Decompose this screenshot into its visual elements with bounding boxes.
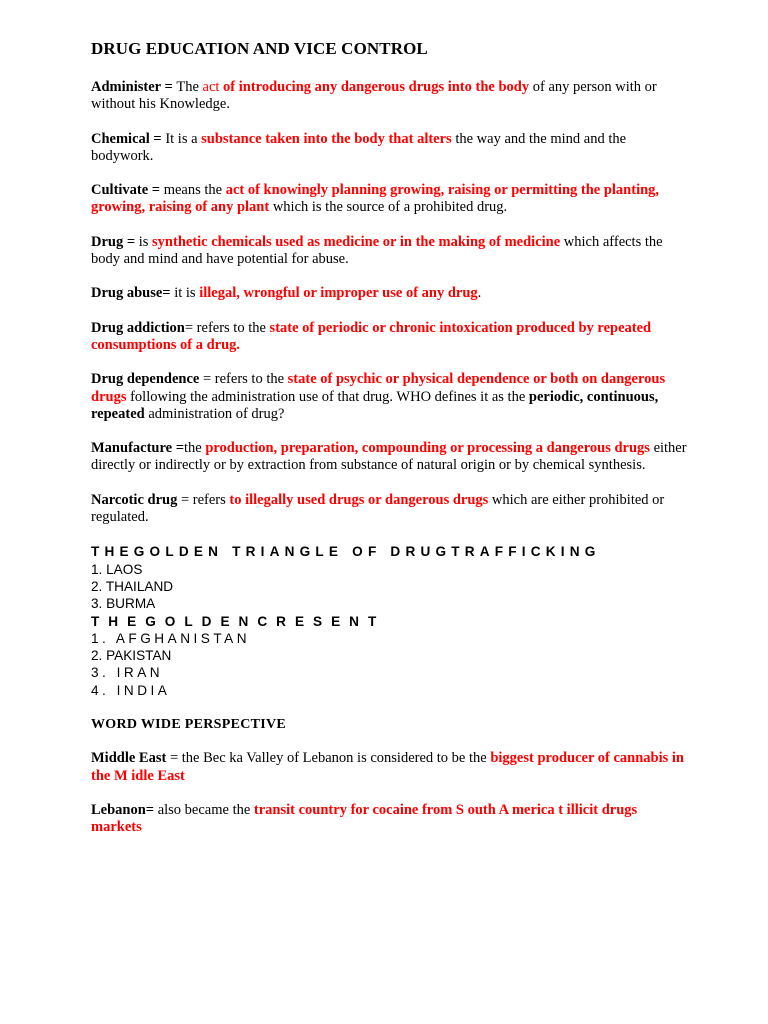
definition-text: It is a [165,130,202,147]
highlight-text: act [202,79,220,95]
highlight-text: transit country for cocaine from S outh A merica t illicit drugs markets [91,801,638,836]
definition-text: . [477,285,482,302]
section-heading: THEGOLDENCRESENT [91,613,386,629]
list-item: 1. LAOS [91,561,143,577]
term-label: Administer = [91,79,177,95]
term-label: Drug addiction [91,319,185,336]
definition-text: of any person with or without his Knowledge. [91,79,657,113]
term-label: Narcotic drug [91,491,178,508]
definition-text: The [176,79,203,95]
document-page [91,38,691,854]
definition-drug-dependence [91,371,691,423]
definition-chemical [91,131,691,166]
term-label: Drug = [91,233,139,250]
section-heading: THEGOLDEN TRIANGLE OF DRUGTRAFFICKING [91,544,601,560]
highlight-text: production, preparation, compounding or processing a dangerous drugs [205,440,650,457]
definition-text: = refers to the [184,319,270,336]
list-item: 1. AFGHANISTAN [91,630,251,646]
term-label: Lebanon= [91,801,155,818]
list-item: 4. INDIA [91,682,171,698]
definition-text: = the Bec ka Valley of Lebanon is considered to be the [166,750,491,767]
definition-cultivate [91,182,691,217]
definition-manufacture [91,440,691,475]
term-label: Cultivate = [91,182,164,199]
list-item: 3. IRAN [91,665,164,681]
term-label: Drug dependence [91,371,200,388]
highlight-text: state of psychic or physical dependence or both on dangerous drugs [91,371,666,405]
highlight-text: synthetic chemicals used as medicine or in the making of medicine [152,233,561,250]
golden-triangle-section [91,543,691,612]
document-title: DRUG EDUCATION AND VICE CONTROL [91,39,428,58]
highlight-text: state of periodic or chronic intoxication produced by repeated consumptions of a drug. [91,319,652,353]
definition-text: following the administration use of that drug. WHO defines it as the [126,388,529,405]
definition-text: it is [170,285,200,302]
term-label: Middle East [91,750,167,767]
list-item: 3. BURMA [91,596,156,612]
entry-middle-east [91,750,691,785]
highlight-text: biggest producer of cannabis in the M idle East [91,750,684,784]
section-heading: WORD WIDE PERSPECTIVE [91,717,287,733]
definition-text: = refers to the [199,371,288,388]
highlight-text: substance taken into the body that alters [201,130,452,147]
list-item: 2. THAILAND [91,578,174,594]
definition-text: which are either prohibited or regulated. [91,491,665,526]
highlight-text: illegal, wrongful or improper use of any drug [199,285,478,302]
term-label: Drug abuse= [91,285,171,302]
definition-text: is [138,233,153,250]
definition-drug [91,234,691,269]
definition-administer [91,79,691,114]
definition-narcotic-drug [91,492,691,527]
entry-lebanon [91,802,691,837]
definition-text: which is the source of a prohibited drug. [269,199,508,216]
highlight-text: act of knowingly planning growing, raising or permitting the planting, growing, raising of any plant [91,182,660,216]
definition-text: either directly or indirectly or by extraction from substance of natural origin or by chemical synthesis. [91,440,687,474]
definition-text: means the [163,182,226,199]
list-item: 2. PAKISTAN [91,648,172,664]
highlight-text: of introducing any dangerous drugs into the body [219,79,530,95]
definition-text: which affects the body and mind and have potential for abuse. [91,233,663,268]
definition-text: = refers [177,491,230,508]
definition-text: the way and the mind and the bodywork. [91,130,627,164]
definition-drug-addiction [91,320,691,355]
definition-text: also became the [154,801,254,818]
definition-drug-abuse [91,285,691,302]
definition-text: administration of drug? [144,405,285,422]
term-label: Manufacture = [91,440,184,457]
highlight-text: to illegally used drugs or dangerous drugs [229,491,489,508]
bold-text: periodic, continuous, repeated [91,388,659,422]
term-label: Chemical = [91,130,166,147]
golden-crescent-section [91,613,691,699]
definition-text: the [183,440,206,457]
